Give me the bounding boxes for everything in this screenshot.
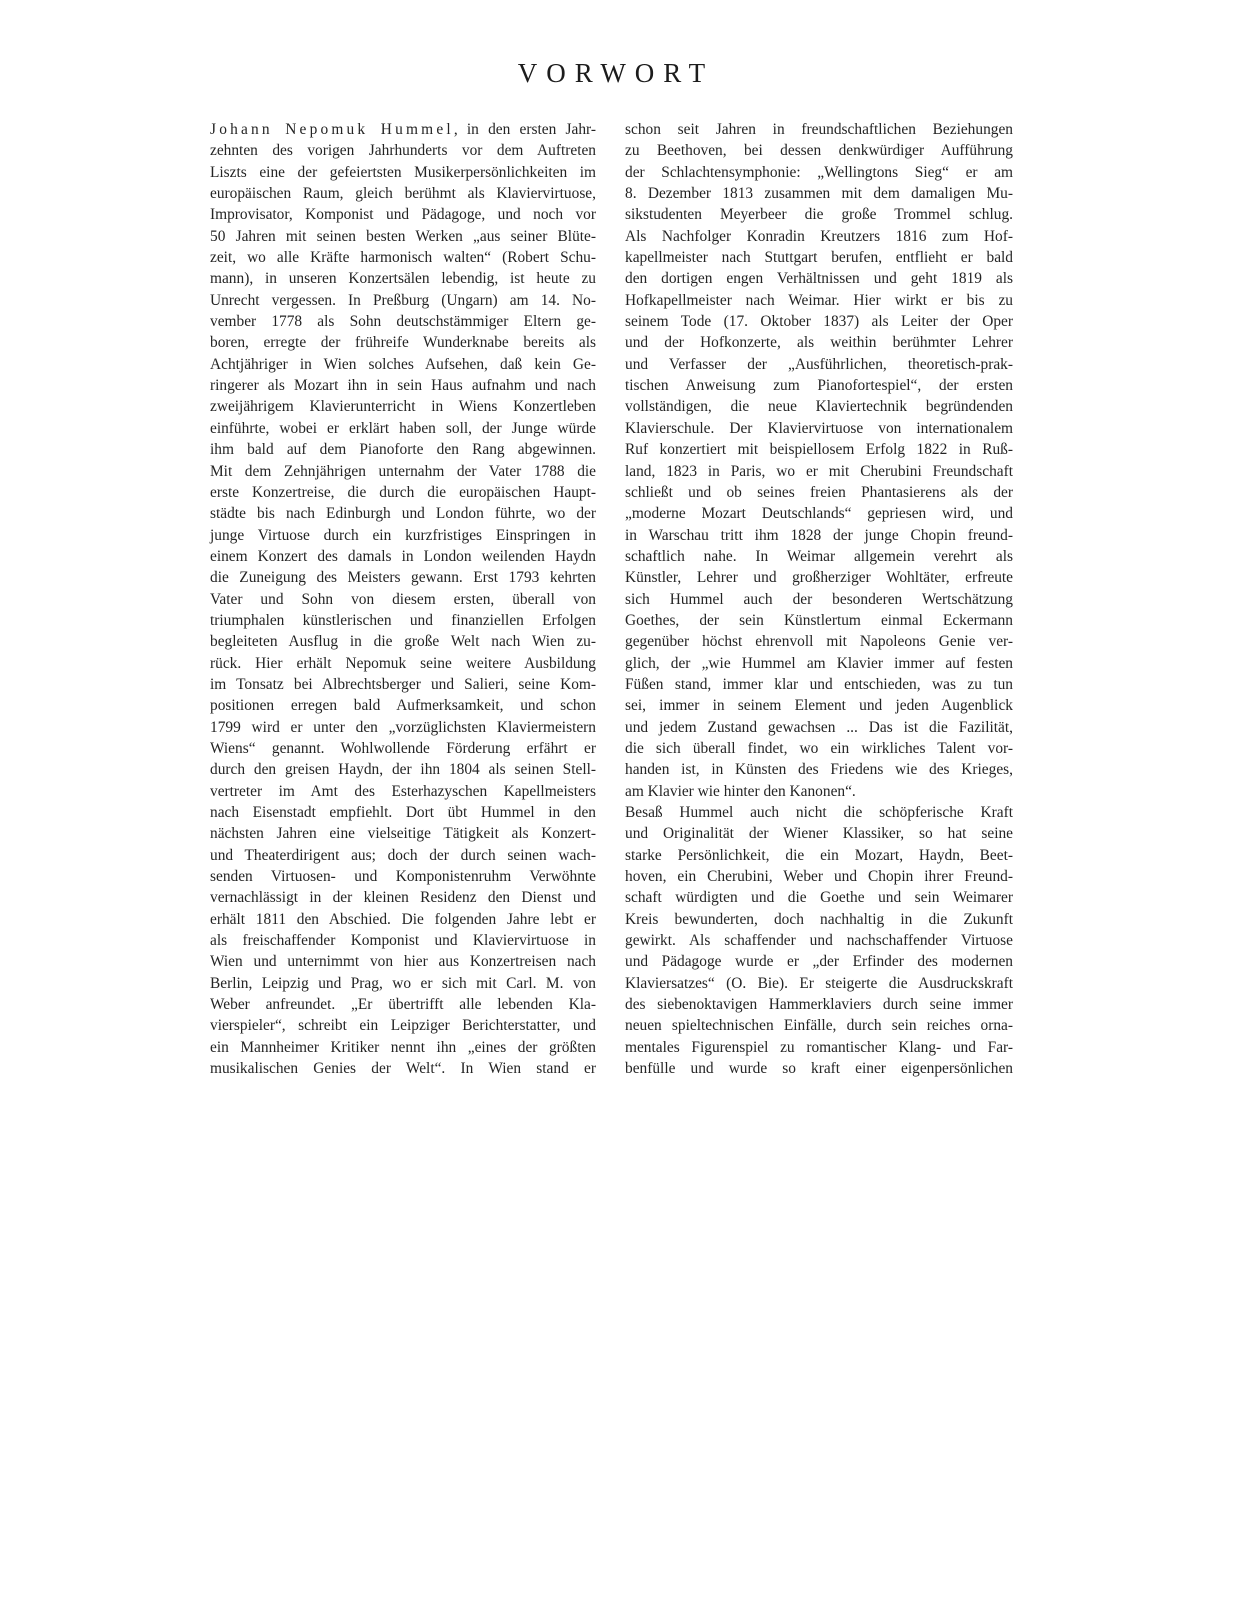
text-line: mentales Figurenspiel zu romantischer Klang- und Far- <box>625 1038 1013 1056</box>
text-line: schließt und ob seines freien Phantasierens als der <box>625 483 1013 501</box>
text-line: Vater und Sohn von diesem ersten, überall von <box>210 590 596 608</box>
text-line: handen ist, in Künsten des Friedens wie des Krieges, <box>625 761 1013 779</box>
text-line: Besaß Hummel auch nicht die schöpferische Kraft <box>625 804 1013 821</box>
text-line: einem Konzert des damals in London weilenden Haydn <box>210 547 596 565</box>
text-line: gewirkt. Als schaffender und nachschaffender Virtuose <box>625 932 1013 950</box>
text-line: zeit, wo alle Kräfte harmonisch walten“ (Robert Schu- <box>210 249 596 267</box>
text-line: 1799 wird er unter den „vorzüglichsten Klaviermeistern <box>210 718 596 736</box>
text-line: vertreter im Amt des Esterhazyschen Kapellmeisters <box>210 782 596 800</box>
text-line: gegenüber höchst ehrenvoll mit Napoleons Genie ver- <box>625 633 1013 651</box>
text-line: erste Konzertreise, die durch die europäischen Haupt- <box>210 483 596 501</box>
text-line: als freischaffender Komponist und Klaviervirtuose in <box>210 932 596 950</box>
text-line: in Warschau tritt ihm 1828 der junge Chopin freund- <box>625 526 1013 544</box>
text-line: seinem Tode (17. Oktober 1837) als Leiter der Oper <box>625 313 1013 331</box>
text-line: Klavierschule. Der Klaviervirtuose von internationalem <box>625 419 1013 437</box>
text-line: triumphalen künstlerischen und finanziellen Erfolgen <box>210 611 596 629</box>
text-line: Achtjähriger in Wien solches Aufsehen, daß kein Ge- <box>210 355 596 373</box>
page-title: VORWORT <box>517 58 715 88</box>
text-line: Klaviersatzes“ (O. Bie). Er steigerte die Ausdruckskraft <box>625 974 1013 992</box>
text-line: schon seit Jahren in freundschaftlichen Beziehungen <box>625 121 1013 138</box>
text-line: vierspieler“, schreibt ein Leipziger Berichterstatter, und <box>210 1017 596 1035</box>
text-line: Mit dem Zehnjährigen unternahm der Vater 1788 die <box>210 462 596 480</box>
text-line: zweijährigem Klavierunterricht in Wiens Konzertleben <box>210 398 596 416</box>
text-line: junge Virtuose durch ein kurzfristiges Einspringen in <box>210 526 596 544</box>
text-line: glich, der „wie Hummel am Klavier immer auf festen <box>625 654 1013 672</box>
text-line: sei, immer in seinem Element und jeden Augenblick <box>625 697 1013 715</box>
text-line: erhält 1811 den Abschied. Die folgenden Jahre lebt er <box>210 910 596 928</box>
text-line: Goethes, der sein Künstlertum einmal Eckermann <box>625 611 1013 629</box>
text-line: und Verfasser der „Ausführlichen, theoretisch-prak- <box>625 355 1013 373</box>
text-line: boren, erregte der frühreife Wunderknabe bereits als <box>210 334 596 352</box>
text-line: am Klavier wie hinter den Kanonen“. <box>625 782 856 800</box>
text-line: ihm bald auf dem Pianoforte den Rang abgewinnen. <box>210 441 596 459</box>
text-line: starke Persönlichkeit, die ein Mozart, Haydn, Beet- <box>625 846 1013 864</box>
text-line: mann), in unseren Konzertsälen lebendig, ist heute zu <box>210 270 596 288</box>
text-line: die Zuneigung des Meisters gewann. Erst 1793 kehrten <box>210 569 596 587</box>
text-line: des siebenoktavigen Hammerklaviers durch seine immer <box>625 996 1013 1014</box>
text-line: Wiens“ genannt. Wohlwollende Förderung erfährt er <box>210 739 596 757</box>
text-line: europäischen Raum, gleich berühmt als Klaviervirtuose, <box>210 185 596 203</box>
text-line: städte bis nach Edinburgh und London führte, wo der <box>210 505 596 523</box>
text-line: „moderne Mozart Deutschlands“ gepriesen wird, und <box>625 505 1013 523</box>
text-line: musikalischen Genies der Welt“. In Wien stand er <box>210 1060 596 1078</box>
text-line: neuen spieltechnischen Einfälle, durch sein reiches orna- <box>625 1017 1013 1035</box>
text-line: 50 Jahren mit seinen besten Werken „aus seiner Blüte- <box>210 227 596 245</box>
text-line <box>210 119 596 140</box>
text-line: und jedem Zustand gewachsen ... Das ist die Fazilität, <box>625 718 1013 736</box>
text-line: und der Hofkonzerte, als weithin berühmter Lehrer <box>625 334 1013 352</box>
text-line: nächsten Jahren eine vielseitige Tätigkeit als Konzert- <box>210 825 596 843</box>
text-line: Ruf konzertiert mit beispiellosem Erfolg 1822 in Ruß- <box>625 441 1013 459</box>
text-line: und Pädagoge wurde er „der Erfinder des modernen <box>625 953 1013 971</box>
text-line: benfülle und wurde so kraft einer eigenpersönlichen <box>625 1060 1013 1078</box>
text-line: land, 1823 in Paris, wo er mit Cherubini Freundschaft <box>625 462 1013 480</box>
text-line: Kreis bewunderten, doch nachhaltig in die Zukunft <box>625 910 1013 928</box>
text-line: 8. Dezember 1813 zusammen mit dem damaligen Mu- <box>625 185 1013 203</box>
text-line: zu Beethoven, bei dessen denkwürdiger Aufführung <box>625 142 1013 160</box>
text-line: vernachlässigt in der kleinen Residenz den Dienst und <box>210 889 596 907</box>
text-line: durch den greisen Haydn, der ihn 1804 als seinen Stell- <box>210 761 596 779</box>
text-line: zehnten des vorigen Jahrhunderts vor dem Auftreten <box>210 142 596 160</box>
text-line: vember 1778 als Sohn deutschstämmiger Eltern ge- <box>210 313 596 331</box>
right-column <box>625 119 1013 1079</box>
letterspaced-name: Johann Nepomuk Hummel <box>210 121 454 138</box>
text-line: positionen erregen bald Aufmerksamkeit, und schon <box>210 697 596 715</box>
text-line: nach Eisenstadt empfiehlt. Dort übt Hummel in den <box>210 804 596 821</box>
text-line: schaftlich nahe. In Weimar allgemein verehrt als <box>625 547 1013 565</box>
text-line: tischen Anweisung zum Pianofortespiel“, der ersten <box>625 377 1013 395</box>
text-line: begleiteten Ausflug in die große Welt nach Wien zu- <box>210 633 596 651</box>
text-line: Hofkapellmeister nach Weimar. Hier wirkt er bis zu <box>625 291 1013 309</box>
text-line: und Theaterdirigent aus; doch der durch seinen wach- <box>210 846 596 864</box>
text-line: einführte, wobei er erklärt haben soll, der Junge würde <box>210 419 596 437</box>
text-line: ringerer als Mozart ihn in sein Haus aufnahm und nach <box>210 377 596 395</box>
text-line: senden Virtuosen- und Komponistenruhm Verwöhnte <box>210 868 596 886</box>
text-line: der Schlachtensymphonie: „Wellingtons Sieg“ er am <box>625 163 1013 181</box>
text-line: im Tonsatz bei Albrechtsberger und Salieri, seine Kom- <box>210 675 596 693</box>
text-line: Füßen stand, immer klar und entschieden, was zu tun <box>625 675 1013 693</box>
text-line: sich Hummel auch der besonderen Wertschätzung <box>625 590 1013 608</box>
text-line: Unrecht vergessen. In Preßburg (Ungarn) am 14. No- <box>210 291 596 309</box>
text-line: Als Nachfolger Konradin Kreutzers 1816 zum Hof- <box>625 227 1013 245</box>
line-text: , in den ersten Jahr- <box>453 121 596 138</box>
text-line: sikstudenten Meyerbeer die große Trommel schlug. <box>625 206 1013 224</box>
text-line: schaft würdigten und die Goethe und sein Weimarer <box>625 889 1013 907</box>
text-line: Weber anfreundet. „Er übertrifft alle lebenden Kla- <box>210 996 596 1014</box>
left-column <box>210 119 596 1079</box>
text-line: Berlin, Leipzig und Prag, wo er sich mit Carl. M. von <box>210 974 596 992</box>
text-line: kapellmeister nach Stuttgart berufen, entflieht er bald <box>625 249 1013 267</box>
text-line: ein Mannheimer Kritiker nennt ihn „eines der größten <box>210 1038 596 1056</box>
text-line: vollständigen, die neue Klaviertechnik begründenden <box>625 398 1013 416</box>
text-line: Improvisator, Komponist und Pädagoge, und noch vor <box>210 206 596 224</box>
text-line: Künstler, Lehrer und großherziger Wohltäter, erfreute <box>625 569 1013 587</box>
text-line: hoven, ein Cherubini, Weber und Chopin ihrer Freund- <box>625 868 1013 886</box>
text-line: den dortigen engen Verhältnissen und geht 1819 als <box>625 270 1013 288</box>
text-line: Liszts eine der gefeiertsten Musikerpersönlichkeiten im <box>210 163 596 181</box>
text-line: Wien und unternimmt von hier aus Konzertreisen nach <box>210 953 596 971</box>
text-line: und Originalität der Wiener Klassiker, so hat seine <box>625 825 1013 843</box>
text-line: rück. Hier erhält Nepomuk seine weitere Ausbildung <box>210 654 596 672</box>
text-line: die sich überall findet, wo ein wirkliches Talent vor- <box>625 739 1013 757</box>
